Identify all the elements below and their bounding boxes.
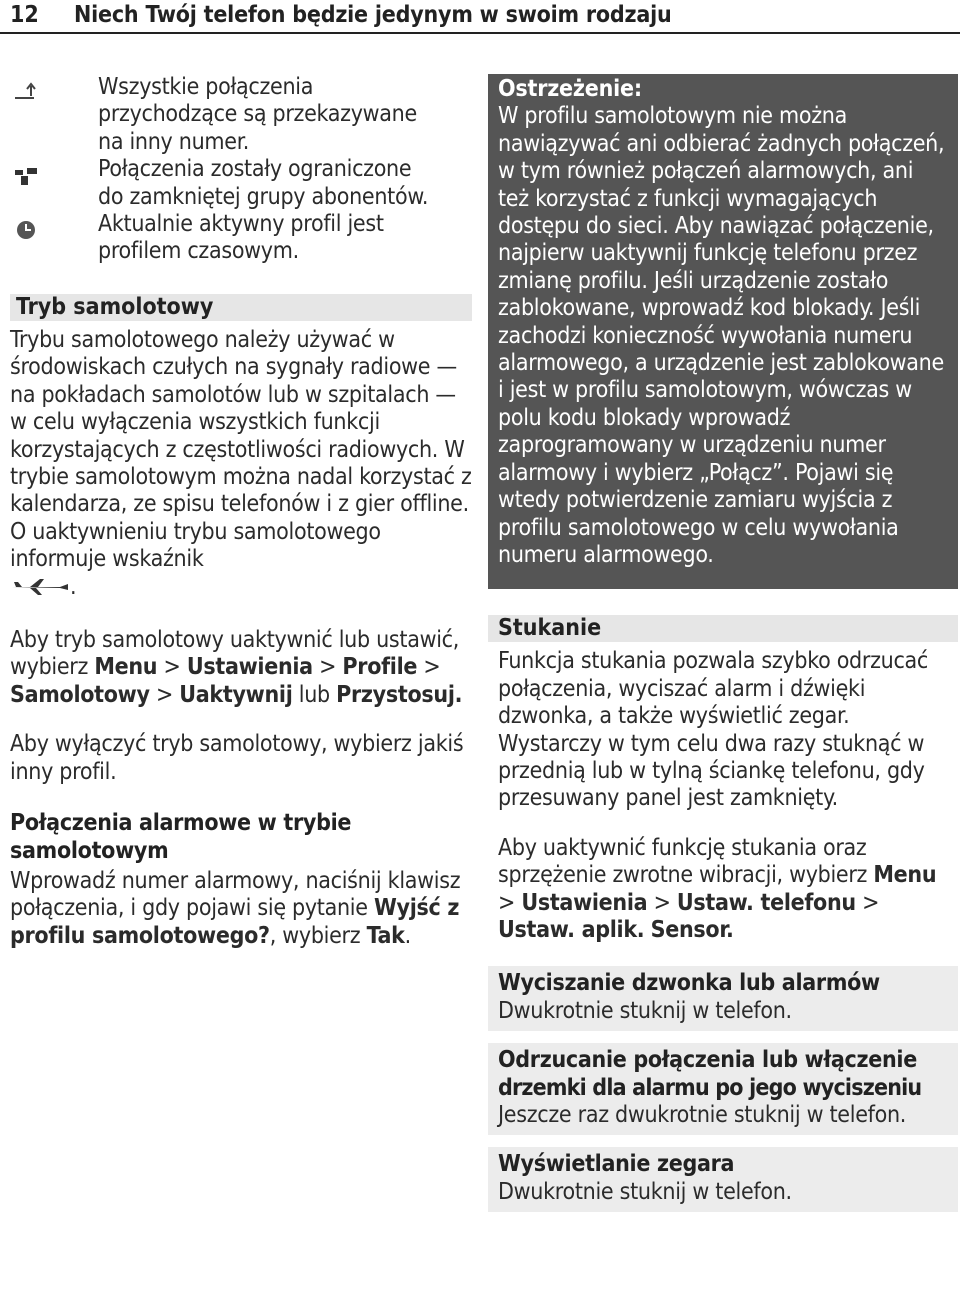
- tap-activate-instructions: [498, 835, 958, 945]
- instruction-text: Aby tryb samolotowy uaktywnić lub ustawić, wybierz: [10, 627, 459, 681]
- group-icon: [14, 166, 38, 186]
- menu-path-item: Ustawienia: [521, 889, 648, 916]
- clock-icon: [14, 220, 38, 240]
- indicator-line: Połączenia zostały ograniczone: [98, 156, 412, 183]
- chapter-title: Niech Twój telefon będzie jedynym w swoim rodzaju: [74, 2, 672, 28]
- tip-text: Dwukrotnie stuknij w telefon.: [498, 1178, 792, 1205]
- deactivate-instructions: Aby wyłączyć tryb samolotowy, wybierz jakiś inny profil.: [10, 731, 464, 785]
- period: .: [454, 681, 463, 708]
- option-text: Tak: [366, 922, 405, 949]
- instruction-text: , wybierz: [269, 922, 367, 949]
- indicator-line: Wszystkie połączenia: [98, 74, 314, 100]
- menu-path-item: Ustaw. aplik.: [498, 916, 645, 943]
- path-separator: >: [312, 654, 343, 681]
- menu-path-item: Menu: [94, 654, 158, 681]
- forward-icon: [14, 82, 38, 102]
- page-number: 12: [10, 2, 39, 28]
- instruction-text: Aby uaktywnić funkcję stukania oraz sprzężenie zwrotne wibracji, wybierz: [498, 834, 874, 889]
- menu-path-item: Uaktywnij: [179, 681, 293, 708]
- indicator-line: Aktualnie aktywny profil jest: [98, 211, 384, 238]
- right-column: [488, 74, 958, 1212]
- tip-title: drzemki dla alarmu po jego wyciszeniu: [498, 1074, 922, 1101]
- airplane-icon: [10, 578, 70, 596]
- menu-path-item: Profile: [342, 654, 418, 681]
- indicator-line: na inny numer.: [98, 128, 250, 155]
- tip-box-clock: [488, 1147, 958, 1212]
- activate-instructions: [10, 627, 472, 709]
- flight-mode-description: [10, 327, 472, 601]
- prompt-text: Wyjść z profilu samolotowego?: [10, 895, 460, 949]
- warning-box: [488, 74, 958, 589]
- path-separator: >: [149, 681, 180, 708]
- flight-mode-text: Trybu samolotowego należy używać w środowiskach czułych na sygnały radiowe — na pokładach samolotów lub w szpitalach — w celu wyłączenia wszystkich funkcji korzystających z częstotliwości radiowych. W trybie samolotowym można nadal korzystać z kalendarza, ze spisu telefonów i z gier offline. O uaktywnieniu trybu samolotowego informuje wskaźnik: [10, 327, 472, 573]
- path-separator: >: [647, 889, 677, 916]
- indicator-descriptions: [98, 74, 478, 266]
- indicator-line: profilem czasowym.: [98, 238, 299, 265]
- tip-title: Wyciszanie dzwonka lub alarmów: [498, 970, 880, 997]
- warning-title: Ostrzeżenie:: [498, 76, 642, 102]
- period: .: [404, 922, 411, 949]
- page-header: [0, 0, 960, 34]
- warning-text: W profilu samolotowym nie można nawiązywać ani odbierać żadnych połączeń, w tym również połączeń alarmowych, ani też korzystać z funkcji wymagających dostępu do sieci. Aby nawiązać połączenie, najpierw uaktywnij funkcję telefonu przez zmianę profilu. Jeśli urządzenie zostało zablokowane, wprowadź kod blokady. Jeśli zachodzi konieczność wywołania numeru alarmowego, a urządzenie jest zablokowane i jest w profilu samolotowym, wówczas w polu kodu blokady wprowadź zaprogramowany w urządzeniu numer alarmowy i wybierz „Połącz”. Pojawi się wtedy potwierdzenie zamiaru wyjścia z profilu samolotowego w celu wywołania numeru alarmowego.: [498, 103, 945, 568]
- period: .: [70, 573, 77, 600]
- instruction-text: Wprowadź numer alarmowy, naciśnij klawisz połączenia, i gdy pojawi się pytanie: [10, 867, 461, 922]
- menu-path-item: Ustawienia: [186, 654, 313, 681]
- tip-box-silence: [488, 966, 958, 1031]
- menu-path-item: Menu: [873, 862, 937, 889]
- menu-path-item: Samolotowy: [10, 681, 150, 708]
- tip-text: Jeszcze raz dwukrotnie stuknij w telefon.: [498, 1102, 907, 1128]
- tip-title: Odrzucanie połączenia lub włączenie: [498, 1047, 917, 1074]
- tip-box-snooze: [488, 1043, 958, 1135]
- tip-title: Wyświetlanie zegara: [498, 1151, 735, 1178]
- path-separator: >: [855, 889, 880, 916]
- menu-path-item: Przystosuj: [336, 681, 455, 708]
- emergency-heading: Połączenia alarmowe w trybie samolotowym: [10, 810, 352, 864]
- period: .: [725, 916, 734, 943]
- tap-heading: Stukanie: [488, 615, 958, 642]
- left-column: [10, 74, 472, 950]
- indicator-list: [10, 74, 472, 264]
- path-separator: >: [157, 654, 187, 681]
- menu-path-item: Ustaw. telefonu: [676, 889, 856, 916]
- tip-text: Dwukrotnie stuknij w telefon.: [498, 997, 792, 1024]
- tap-description: Funkcja stukania pozwala szybko odrzucać połączenia, wyciszać alarm i dźwięki dzwonka, a także wyświetlić zegar. Wystarczy w tym celu dwa razy stuknąć w przednią lub w tylną ściankę telefonu, gdy przesuwany panel jest zamknięty.: [498, 648, 928, 812]
- instruction-text: lub: [292, 681, 337, 708]
- menu-path-item: Sensor: [650, 916, 726, 943]
- path-separator: >: [417, 654, 441, 681]
- indicator-line: przychodzące są przekazywane: [98, 101, 417, 128]
- path-separator: >: [498, 889, 522, 916]
- indicator-line: do zamkniętej grupy abonentów.: [98, 183, 429, 210]
- emergency-instructions: [10, 868, 472, 950]
- flight-mode-heading: Tryb samolotowy: [10, 294, 472, 321]
